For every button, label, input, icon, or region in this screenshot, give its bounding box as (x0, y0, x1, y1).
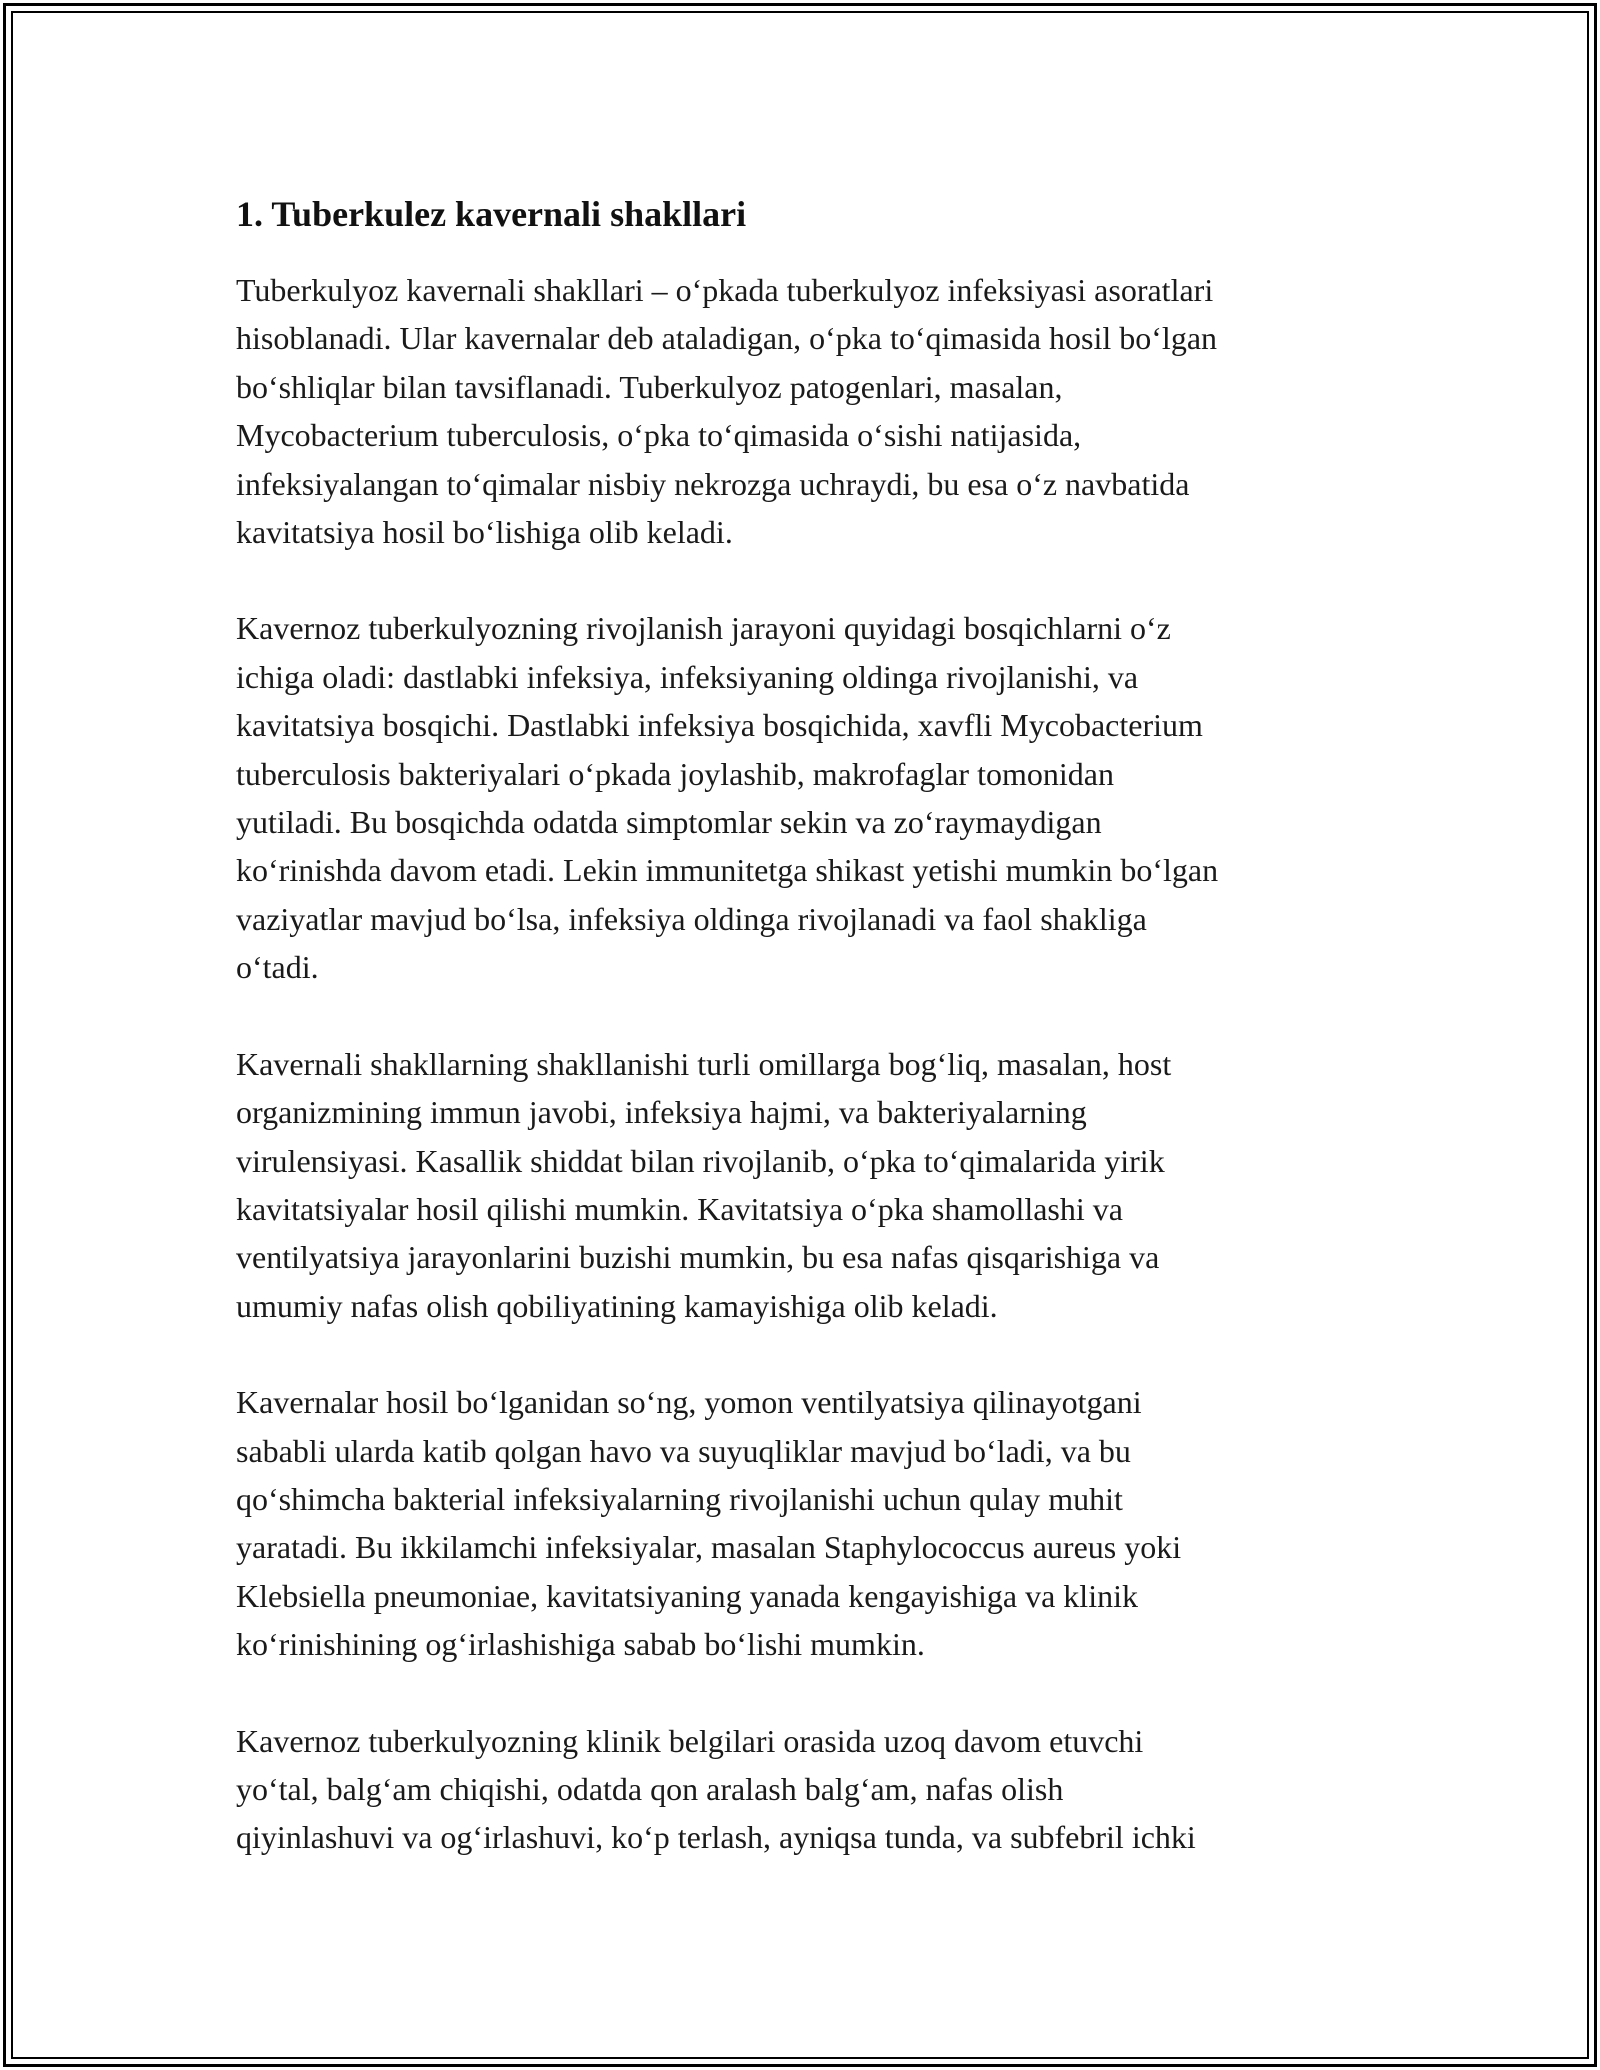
text-line: infeksiyalangan to‘qimalar nisbiy nekrozga uchraydi, bu esa o‘z navbatida (236, 465, 1190, 502)
text-line: kavitatsiya hosil bo‘lishiga olib keladi. (236, 514, 733, 551)
text-line: o‘tadi. (236, 949, 319, 986)
text-line: yaratadi. Bu ikkilamchi infeksiyalar, masalan Staphylococcus aureus yoki (236, 1529, 1182, 1566)
text-line: qo‘shimcha bakterial infeksiyalarning rivojlanishi uchun qulay muhit (236, 1480, 1123, 1517)
text-line: yutiladi. Bu bosqichda odatda simptomlar sekin va zo‘raymaydigan (236, 804, 1102, 841)
text-line: yo‘tal, balg‘am chiqishi, odatda qon aralash balg‘am, nafas olish (236, 1770, 1064, 1807)
paragraph-5 (236, 1717, 1386, 1862)
text-line: ko‘rinishda davom etadi. Lekin immunitetga shikast yetishi mumkin bo‘lgan (236, 852, 1219, 889)
text-line: Mycobacterium tuberculosis, o‘pka to‘qimasida o‘sishi natijasida, (236, 417, 1082, 454)
text-line: kavitatsiyalar hosil qilishi mumkin. Kavitatsiya o‘pka shamollashi va (236, 1190, 1123, 1227)
text-line: umumiy nafas olish qobiliyatining kamayishiga olib keladi. (236, 1287, 998, 1324)
text-line: ichiga oladi: dastlabki infeksiya, infeksiyaning oldinga rivojlanishi, va (236, 658, 1139, 695)
text-line: ko‘rinishining og‘irlashishiga sabab bo‘lishi mumkin. (236, 1626, 925, 1663)
text-line: virulensiyasi. Kasallik shiddat bilan rivojlanib, o‘pka to‘qimalarida yirik (236, 1142, 1165, 1179)
text-line: bo‘shliqlar bilan tavsiflanadi. Tuberkulyoz patogenlari, masalan, (236, 368, 1063, 405)
text-line: organizmining immun javobi, infeksiya hajmi, va bakteriyalarning (236, 1094, 1087, 1131)
document-body (236, 190, 1386, 1862)
section-heading: 1. Tuberkulez kavernali shakllari (236, 194, 747, 234)
text-line: kavitatsiya bosqichi. Dastlabki infeksiya bosqichida, xavfli Mycobacterium (236, 707, 1203, 744)
text-line: qiyinlashuvi va og‘irlashuvi, ko‘p terlash, ayniqsa tunda, va subfebril ichki (236, 1819, 1196, 1856)
paragraph-1 (236, 266, 1386, 556)
paragraph-2 (236, 604, 1386, 991)
text-line: tuberculosis bakteriyalari o‘pkada joylashib, makrofaglar tomonidan (236, 755, 1114, 792)
text-line: Kavernoz tuberkulyozning rivojlanish jarayoni quyidagi bosqichlarni o‘z (236, 610, 1171, 647)
text-line: Kavernoz tuberkulyozning klinik belgilari orasida uzoq davom etuvchi (236, 1722, 1144, 1759)
text-line: ventilyatsiya jarayonlarini buzishi mumkin, bu esa nafas qisqarishiga va (236, 1239, 1160, 1276)
paragraph-4 (236, 1378, 1386, 1668)
text-line: Kavernali shakllarning shakllanishi turli omillarga bog‘liq, masalan, host (236, 1045, 1172, 1082)
paragraph-3 (236, 1040, 1386, 1330)
text-line: Tuberkulyoz kavernali shakllari – o‘pkada tuberkulyoz infeksiyasi asoratlari (236, 272, 1214, 308)
text-line: sababli ularda katib qolgan havo va suyuqliklar mavjud bo‘ladi, va bu (236, 1432, 1131, 1469)
text-line: Kavernalar hosil bo‘lganidan so‘ng, yomon ventilyatsiya qilinayotgani (236, 1384, 1142, 1421)
text-line: vaziyatlar mavjud bo‘lsa, infeksiya oldinga rivojlanadi va faol shakliga (236, 900, 1147, 937)
text-line: hisoblanadi. Ular kavernalar deb ataladigan, o‘pka to‘qimasida hosil bo‘lgan (236, 320, 1218, 357)
text-line: Klebsiella pneumoniae, kavitatsiyaning yanada kengayishiga va klinik (236, 1577, 1138, 1614)
